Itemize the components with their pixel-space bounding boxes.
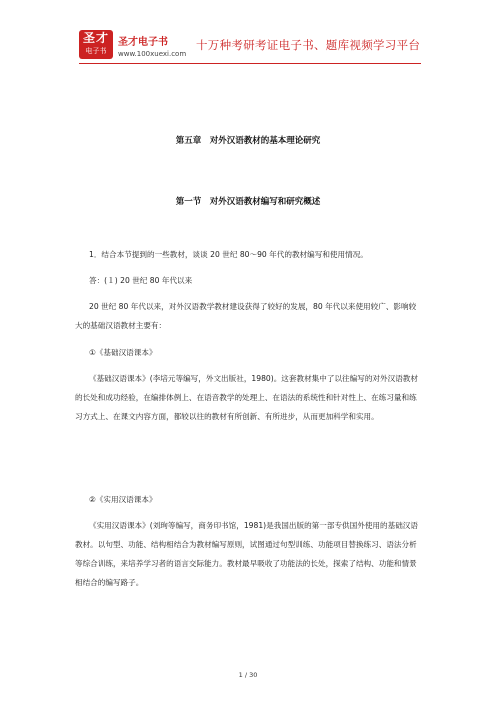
logo-line2: 电子书: [85, 47, 107, 55]
brand-logo[interactable]: [79, 30, 113, 59]
logo-line1: 圣才: [82, 31, 109, 45]
body-paragraph: 《基础汉语课本》(李培元等编写，外文出版社，1980)。这套教材集中了以往编写的对外汉语教材的长处和成功经验，在编排体例上、在语音教学的处理上、在语法的系统性和针对性上、在练习量和练习方式上、在课文内容方面，都较以往的教材有所创新、有所进步，从而更加科学和实用。: [75, 374, 418, 421]
section-title: 第一节 对外汉语教材编写和研究概述: [175, 197, 321, 207]
brand-url-link[interactable]: www.100xuexi.com: [118, 50, 187, 58]
subheading-2: ②《实用汉语课本》: [89, 495, 157, 504]
header-tagline: 十万种考研考证电子书、题库视频学习平台: [196, 38, 421, 52]
subheading-1: ①《基础汉语课本》: [89, 348, 157, 357]
chapter-title: 第五章 对外汉语教材的基本理论研究: [175, 136, 321, 146]
page-number: 1 / 30: [238, 671, 258, 679]
answer-heading: 答：(１) 20 世纪 80 年代以来: [89, 276, 193, 285]
body-paragraph: 20 世纪 80 年代以来，对外汉语教学教材建设获得了较好的发展，80 年代以来使用较广、影响较大的基础汉语教材主要有：: [75, 302, 417, 330]
brand-name: 圣才电子书: [118, 37, 168, 48]
question-paragraph: 1．结合本节提到的一些教材，谈谈 20 世纪 80～90 年代的教材编写和使用情况。: [89, 250, 368, 259]
header-divider: [79, 63, 421, 64]
page-header: [0, 0, 496, 70]
body-paragraph: 《实用汉语课本》(刘珣等编写，商务印书馆，1981)是我国出版的第一部专供国外使用的基础汉语教材。以句型、功能、结构相结合为教材编写原则，试图通过句型训练、功能项目替换练习、语法分析等综合训练，来培养学习者的语言交际能力。教材最早吸收了功能法的长处，探索了结构、功能和情景相结合的编写路子。: [75, 521, 418, 587]
